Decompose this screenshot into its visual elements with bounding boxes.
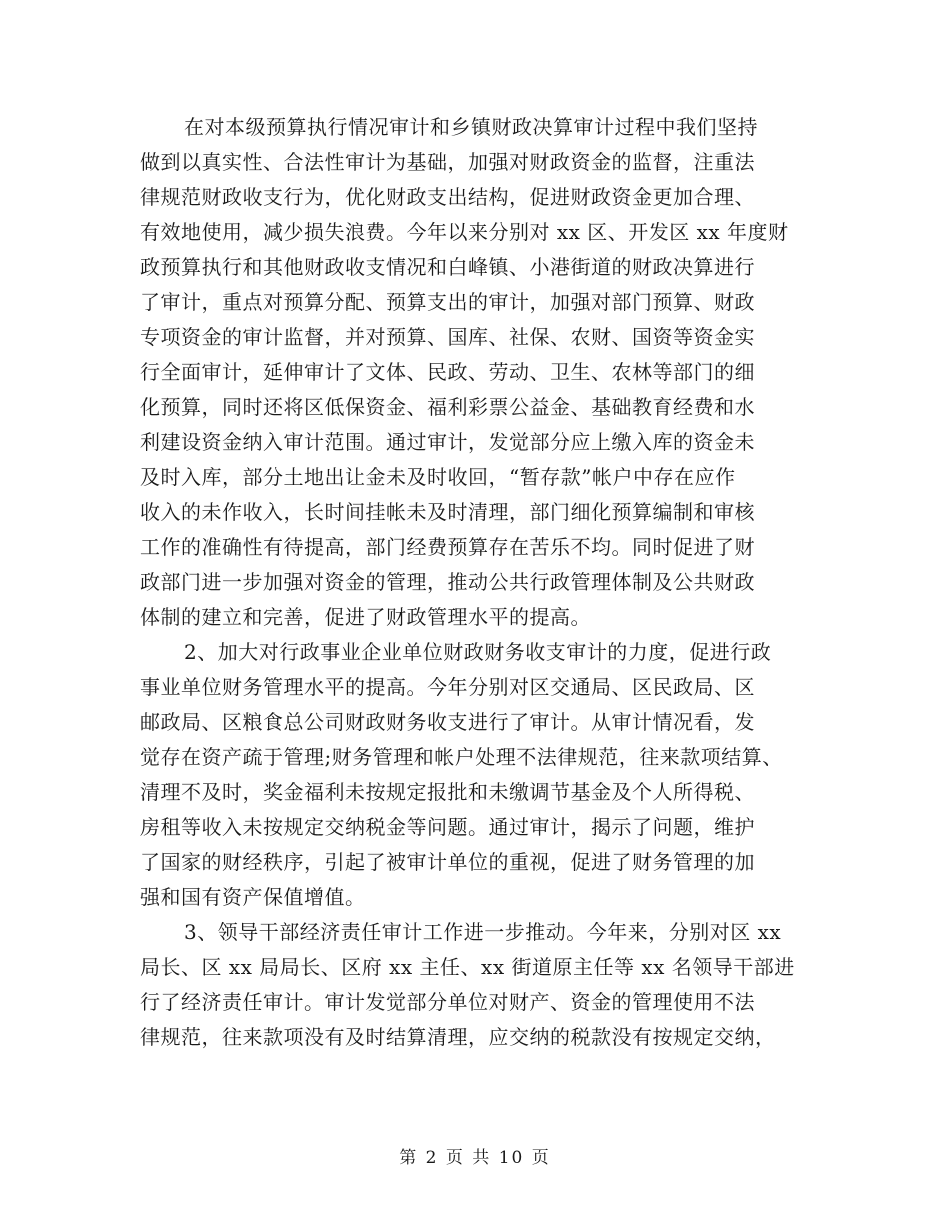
text-line: 局长、区 xx 局局长、区府 xx 主任、xx 街道原主任等 xx 名领导干部进 (140, 955, 795, 979)
text-line: 行了经济责任审计。审计发觉部分单位对财产、资金的管理使用不法 (140, 990, 755, 1014)
paragraph-unit-audit (140, 635, 820, 915)
text-line: 有效地使用，减少损失浪费。今年以来分别对 xx 区、开发区 xx 年度财 (140, 220, 789, 244)
text-line: 了审计，重点对预算分配、预算支出的审计，加强对部门预算、财政 (140, 290, 755, 314)
text-line: 专项资金的审计监督，并对预算、国库、社保、农财、国资等资金实 (140, 325, 755, 349)
text-line: 强和国有资产保值增值。 (140, 885, 366, 909)
text-line: 律规范财政收支行为，优化财政支出结构，促进财政资金更加合理、 (140, 185, 755, 209)
text-line: 收入的未作收入，长时间挂帐未及时清理，部门细化预算编制和审核 (140, 500, 755, 524)
text-line: 政预算执行和其他财政收支情况和白峰镇、小港街道的财政决算进行 (140, 255, 755, 279)
text-line: 化预算，同时还将区低保资金、福利彩票公益金、基础教育经费和水 (140, 395, 755, 419)
text-line: 政部门进一步加强对资金的管理，推动公共行政管理体制及公共财政 (140, 570, 755, 594)
text-line: 行全面审计，延伸审计了文体、民政、劳动、卫生、农林等部门的细 (140, 360, 755, 384)
text-line: 及时入库，部分土地出让金未及时收回，“暂存款”帐户中存在应作 (140, 465, 736, 489)
text-line: 体制的建立和完善，促进了财政管理水平的提高。 (140, 605, 591, 629)
text-line: 事业单位财务管理水平的提高。今年分别对区交通局、区民政局、区 (140, 675, 755, 699)
text-line: 邮政局、区粮食总公司财政财务收支进行了审计。从审计情况看，发 (140, 710, 755, 734)
text-line: 利建设资金纳入审计范围。通过审计，发觉部分应上缴入库的资金未 (140, 430, 755, 454)
text-line: 房租等收入未按规定交纳税金等问题。通过审计，揭示了问题，维护 (140, 815, 755, 839)
text-line: 3、领导干部经济责任审计工作进一步推动。今年来，分别对区 xx (184, 920, 782, 944)
text-line: 工作的准确性有待提高，部门经费预算存在苦乐不均。同时促进了财 (140, 535, 755, 559)
text-line: 2、加大对行政事业企业单位财政财务收支审计的力度，促进行政 (184, 640, 772, 664)
text-line: 觉存在资产疏于管理;财务管理和帐户处理不法律规范，往来款项结算、 (140, 745, 783, 769)
text-line: 律规范，往来款项没有及时结算清理，应交纳的税款没有按规定交纳， (140, 1025, 776, 1049)
paragraph-budget-audit (140, 110, 820, 635)
paragraph-leader-audit (140, 915, 820, 1055)
text-line: 做到以真实性、合法性审计为基础，加强对财政资金的监督，注重法 (140, 150, 755, 174)
page-number-footer: 第 2 页 共 10 页 (399, 1148, 551, 1168)
text-line: 清理不及时，奖金福利未按规定报批和未缴调节基金及个人所得税、 (140, 780, 755, 804)
text-line: 了国家的财经秩序，引起了被审计单位的重视，促进了财务管理的加 (140, 850, 755, 874)
text-line: 在对本级预算执行情况审计和乡镇财政决算审计过程中我们坚持 (184, 115, 758, 139)
document-body (140, 110, 820, 1055)
